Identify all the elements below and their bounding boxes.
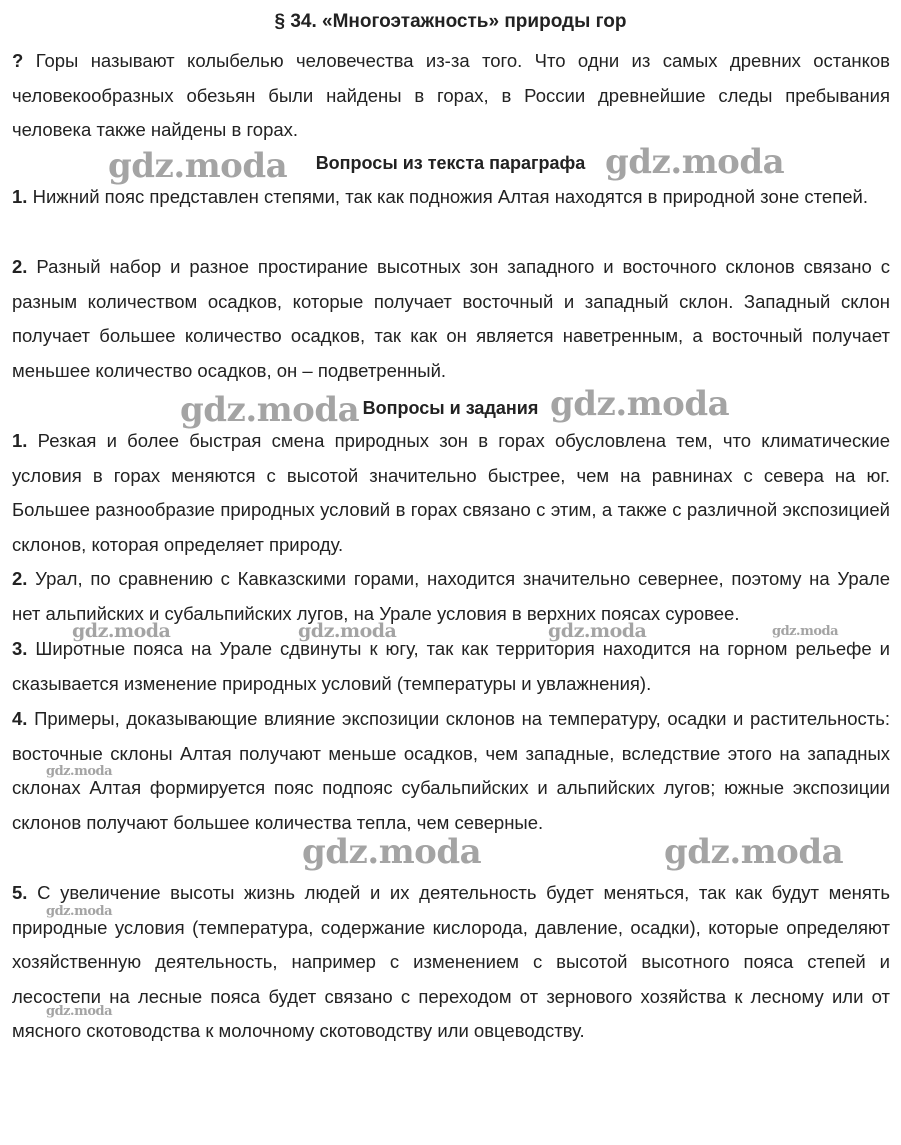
- answer-number: 5.: [12, 882, 28, 903]
- watermark: gdz.moda: [108, 146, 288, 186]
- watermark: gdz.moda: [46, 904, 113, 919]
- answer-item: [12, 702, 890, 840]
- watermark: gdz.moda: [180, 390, 360, 430]
- watermark: gdz.moda: [772, 624, 839, 639]
- answer-item: [12, 250, 890, 388]
- answer-text: Урал, по сравнению с Кавказскими горами, находится значительно севернее, поэтому на Урале нет альпийских и субальпийских лугов, на Урале условия в верхних поясах суровее.: [12, 568, 890, 624]
- answer-item: [12, 876, 890, 1049]
- intro-paragraph: [12, 44, 890, 148]
- watermark: gdz.moda: [302, 832, 482, 872]
- question-marker: ?: [12, 50, 24, 71]
- page-title: § 34. «Многоэтажность» природы гор: [274, 11, 627, 32]
- answer-number: 1.: [12, 430, 28, 451]
- intro-text: Горы называют колыбелью человечества из-за того. Что одни из самых древних останков человекообразных обезьян были найдены в горах, в России древнейшие следы пребывания человека также найдены в горах.: [12, 50, 890, 141]
- answer-number: 1.: [12, 186, 28, 207]
- answer-text: Разный набор и разное простирание высотных зон западного и восточного склонов связано с разным количеством осадков, которые получает восточный и западный склон. Западный склон получает большее количество осадков, так как он является наветренным, а восточный получает меньшее количество осадков, он – подветренный.: [12, 256, 891, 381]
- watermark: gdz.moda: [550, 384, 730, 424]
- answer-text: Нижний пояс представлен степями, так как подножия Алтая находятся в природной зоне степей.: [32, 186, 868, 207]
- section-heading-tasks: Вопросы и задания: [362, 398, 539, 418]
- watermark: gdz.moda: [72, 620, 171, 642]
- answer-item: [12, 180, 890, 215]
- watermark: gdz.moda: [548, 620, 647, 642]
- answer-number: 2.: [12, 568, 28, 589]
- watermark: gdz.moda: [46, 764, 113, 779]
- answer-text: Примеры, доказывающие влияние экспозиции склонов на температуру, осадки и растительность: восточные склоны Алтая получают меньше осадков, чем западные, вследствие этого на западных склонах Алтая формируется пояс подпояс субальпийских и альпийских лугов; южные экспозиции склонов получают большее количества тепла, чем северные.: [12, 708, 891, 833]
- watermark: gdz.moda: [298, 620, 397, 642]
- watermark: gdz.moda: [605, 142, 785, 182]
- answer-number: 3.: [12, 638, 28, 659]
- watermark: gdz.moda: [46, 1004, 113, 1019]
- answer-number: 4.: [12, 708, 28, 729]
- answer-item: [12, 562, 890, 631]
- answer-item: [12, 632, 890, 701]
- answer-number: 2.: [12, 256, 28, 277]
- watermark: gdz.moda: [664, 832, 844, 872]
- answer-text: Широтные пояса на Урале сдвинуты к югу, так как территория находится на горном рельефе и сказывается изменение природных условий (температуры и увлажнения).: [12, 638, 890, 694]
- answer-item: [12, 424, 890, 562]
- answer-text: С увеличение высоты жизнь людей и их деятельность будет меняться, так как будут менять природные условия (температура, содержание кислорода, давление, осадки), которые определяют хозяйственную деятельность, например с изменением с высотой высотного пояса степей и лесостепи на лесные пояса будет связано с переходом от зернового хозяйства к лесному или от мясного скотоводства к молочному скотоводству или овцеводству.: [12, 882, 891, 1042]
- answer-text: Резкая и более быстрая смена природных зон в горах обусловлена тем, что климатические условия в горах меняются с высотой значительно быстрее, чем на равнинах с севера на юг. Большее разнообразие природных условий в горах связано с этим, а также с различной экспозицией склонов, которая определяет природу.: [12, 430, 891, 555]
- section-heading-text-questions: Вопросы из текста параграфа: [315, 153, 586, 173]
